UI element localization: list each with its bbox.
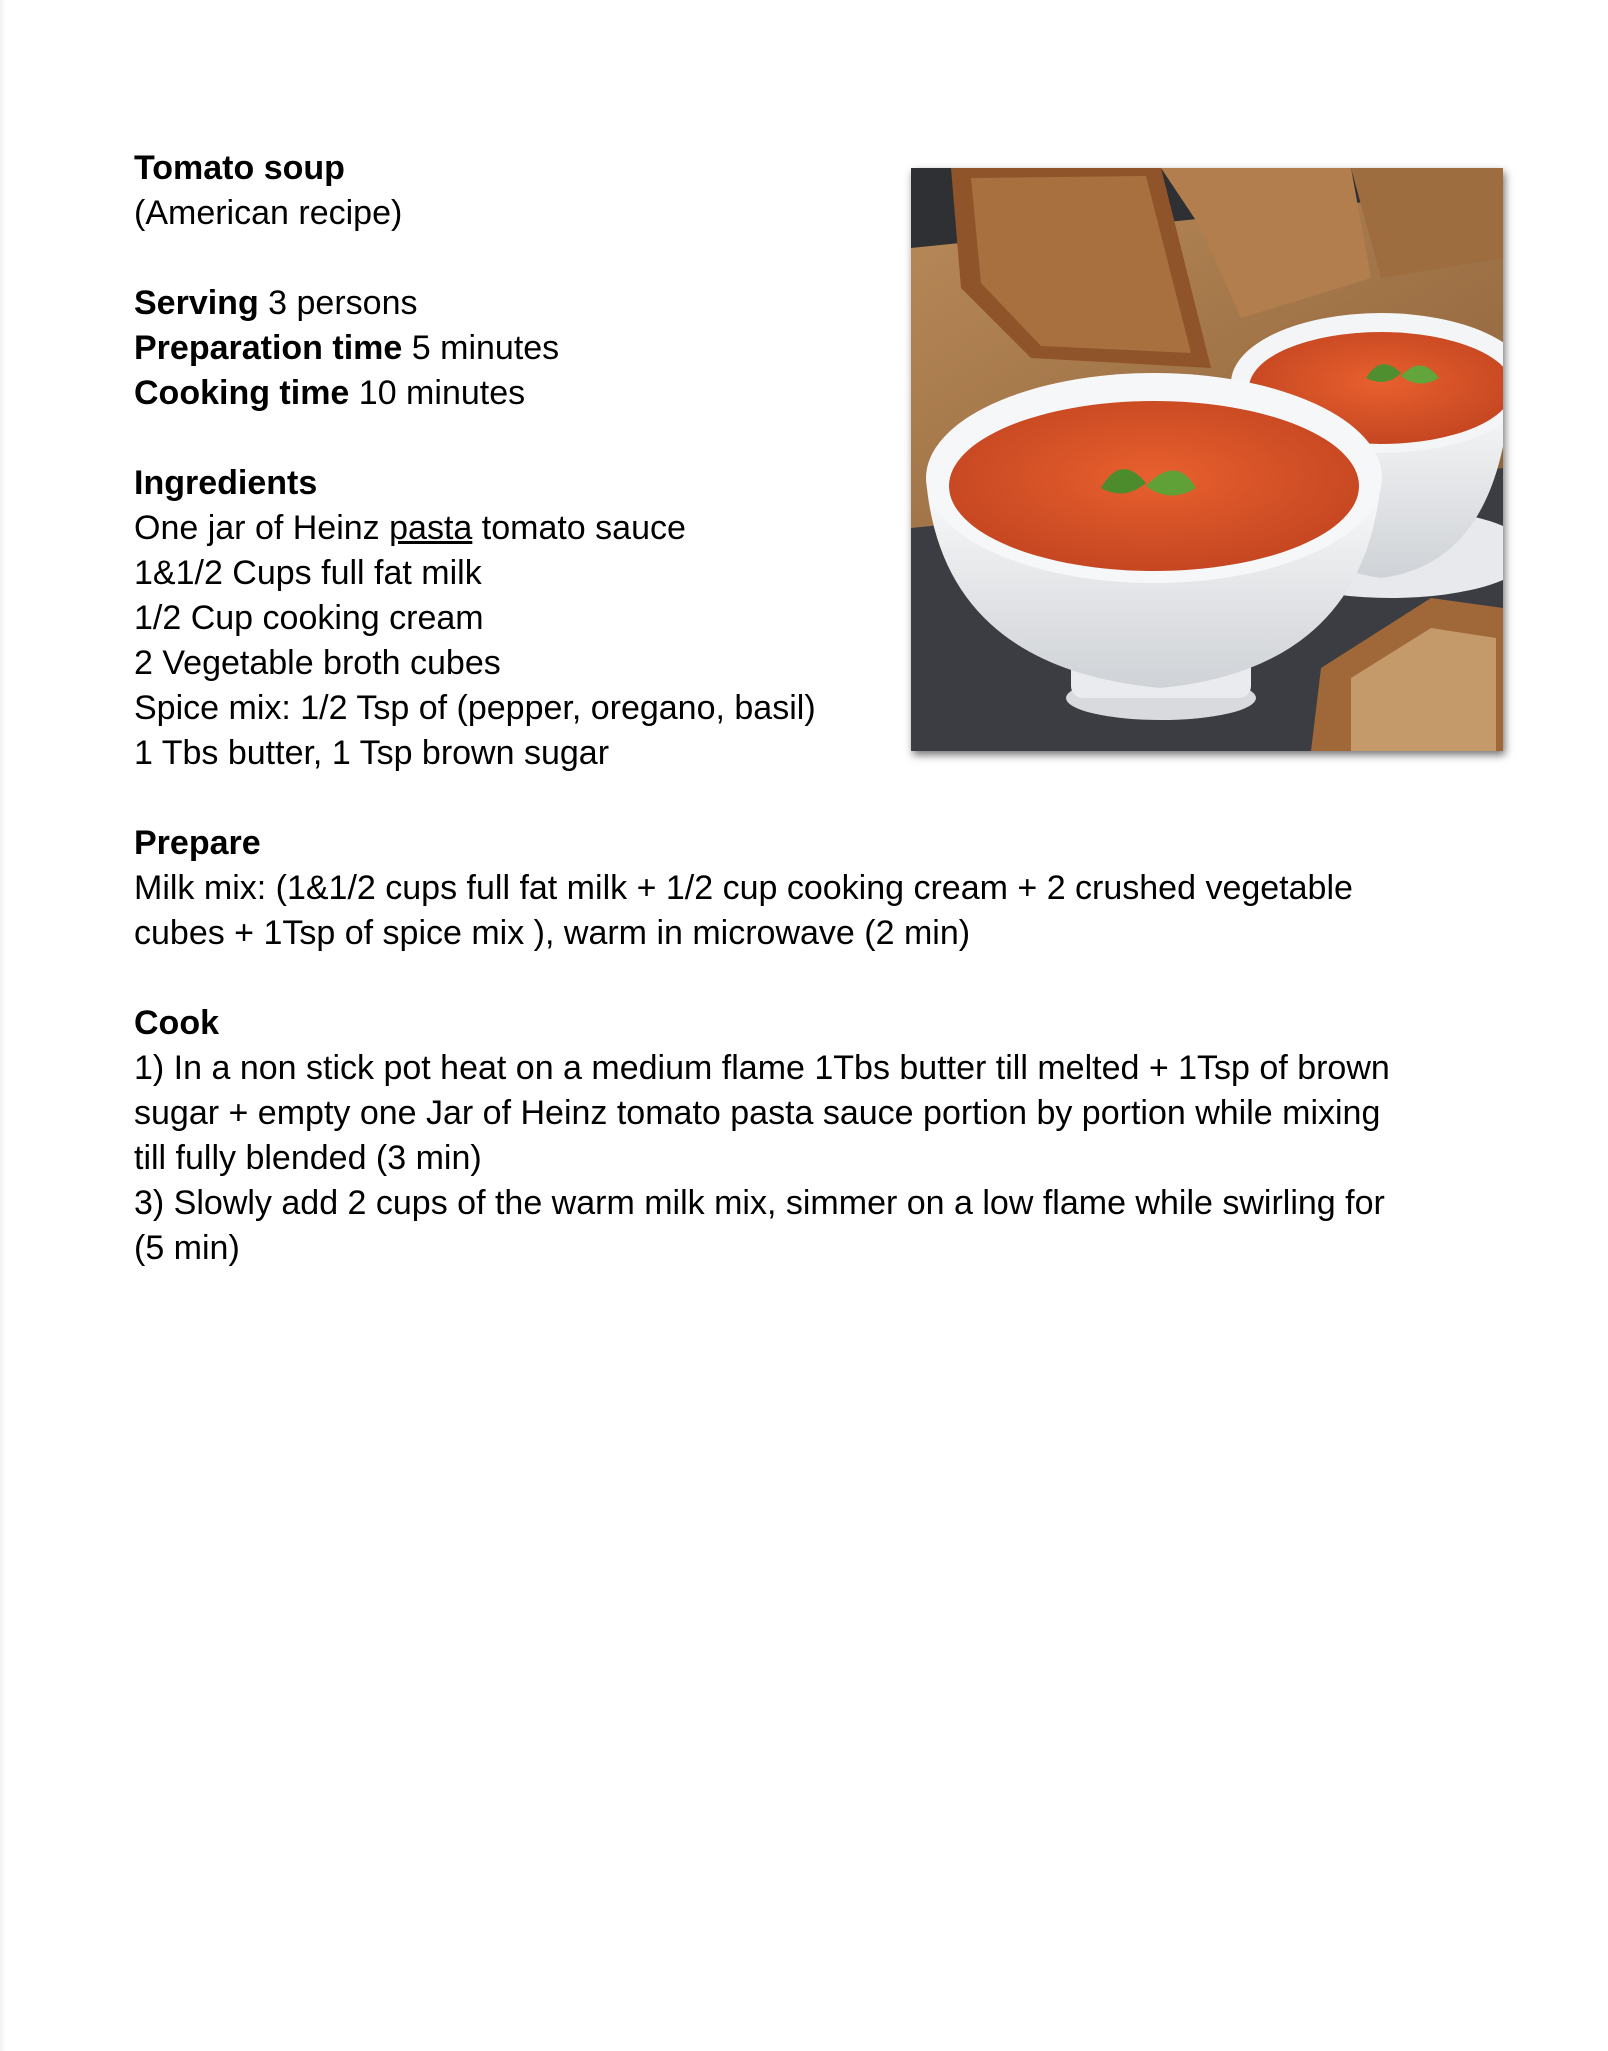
recipe-subtitle: (American recipe) bbox=[134, 194, 403, 232]
cook-step-line: 3) Slowly add 2 cups of the warm milk mix, simmer on a low flame while swirling for bbox=[134, 1184, 1385, 1222]
prepare-line: cubes + 1Tsp of spice mix ), warm in microwave (2 min) bbox=[134, 914, 971, 952]
cook-step-line: 1) In a non stick pot heat on a medium flame 1Tbs butter till melted + 1Tsp of brown bbox=[134, 1049, 1390, 1087]
ingredient-item: 1 Tbs butter, 1 Tsp brown sugar bbox=[134, 734, 610, 772]
ingredient-item: 2 Vegetable broth cubes bbox=[134, 644, 501, 682]
spacer bbox=[134, 956, 1494, 1001]
ingredient-item: 1/2 Cup cooking cream bbox=[134, 599, 484, 637]
serving-value: 3 persons bbox=[268, 284, 418, 322]
ingredient-text: One jar of Heinz bbox=[134, 509, 380, 547]
prepare-line: Milk mix: (1&1/2 cups full fat milk + 1/2 cup cooking cream + 2 crushed vegetable bbox=[134, 869, 1353, 907]
ingredient-text: tomato sauce bbox=[481, 509, 686, 547]
cook-step-line: till fully blended (3 min) bbox=[134, 1139, 482, 1177]
recipe-title: Tomato soup bbox=[134, 149, 345, 187]
prepare-heading: Prepare bbox=[134, 824, 261, 862]
cook-step-line: (5 min) bbox=[134, 1229, 240, 1267]
ingredient-item: Spice mix: 1/2 Tsp of (pepper, oregano, basil) bbox=[134, 689, 816, 727]
cook-step-line: sugar + empty one Jar of Heinz tomato pasta sauce portion by portion while mixing bbox=[134, 1094, 1381, 1132]
cook-heading: Cook bbox=[134, 1004, 219, 1042]
serving-label: Serving bbox=[134, 284, 259, 322]
cook-time-label: Cooking time bbox=[134, 374, 350, 412]
tomato-soup-photo bbox=[911, 168, 1503, 751]
cook-time-value: 10 minutes bbox=[358, 374, 526, 412]
ingredient-item: 1&1/2 Cups full fat milk bbox=[134, 554, 482, 592]
pasta-link[interactable]: pasta bbox=[389, 509, 473, 547]
prep-time-value: 5 minutes bbox=[411, 329, 560, 367]
soup-illustration bbox=[911, 168, 1503, 751]
spacer bbox=[134, 776, 1494, 821]
page-edge bbox=[0, 0, 6, 2051]
ingredients-heading: Ingredients bbox=[134, 464, 318, 502]
prep-time-label: Preparation time bbox=[134, 329, 403, 367]
